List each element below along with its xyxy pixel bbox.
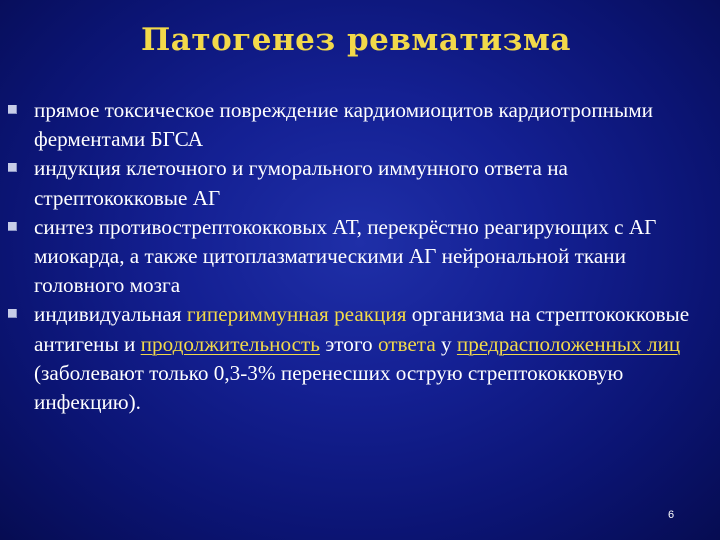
bullet-text: синтез противострептококковых АТ, перекрёстно реагирующих с АГ миокарда, а также цитоплазматическими АГ нейрональной ткани головного мозга [34, 214, 657, 298]
bullet-item [6, 300, 706, 417]
highlight-hyperimmune-reaction: гипериммунная реакция [186, 302, 407, 327]
highlight-predisposed-persons: предрасположенных лиц [456, 331, 681, 356]
bullet-text: индукция клеточного и гуморального иммунного ответа на стрептококковые АГ [34, 156, 568, 210]
bullet-text-segment: индивидуальная [34, 302, 187, 327]
bullet-item [6, 154, 706, 212]
bullet-text-segment: этого [319, 331, 378, 356]
bullet-text-segment: организма на стрептококковые антигены и [34, 302, 690, 356]
bullet-text-segment: у [435, 331, 457, 356]
bullet-text: прямое токсическое повреждение кардиомиоцитов кардиотропными ферментами БГСА [34, 98, 653, 152]
square-bullet-icon [8, 309, 17, 318]
page-number: 6 [668, 509, 675, 521]
highlight-response: ответа [377, 331, 436, 356]
highlight-duration: продолжительность [140, 331, 320, 356]
square-bullet-icon [8, 163, 17, 172]
square-bullet-icon [8, 222, 17, 231]
bullet-item [6, 96, 706, 154]
slide-title: Патогенез ревматизма [141, 22, 571, 58]
bullet-item [6, 213, 706, 301]
square-bullet-icon [8, 105, 17, 114]
bullet-text-segment: (заболевают только 0,3-3% перенесших острую стрептококковую инфекцию). [34, 360, 624, 415]
bullet-list [6, 96, 706, 417]
